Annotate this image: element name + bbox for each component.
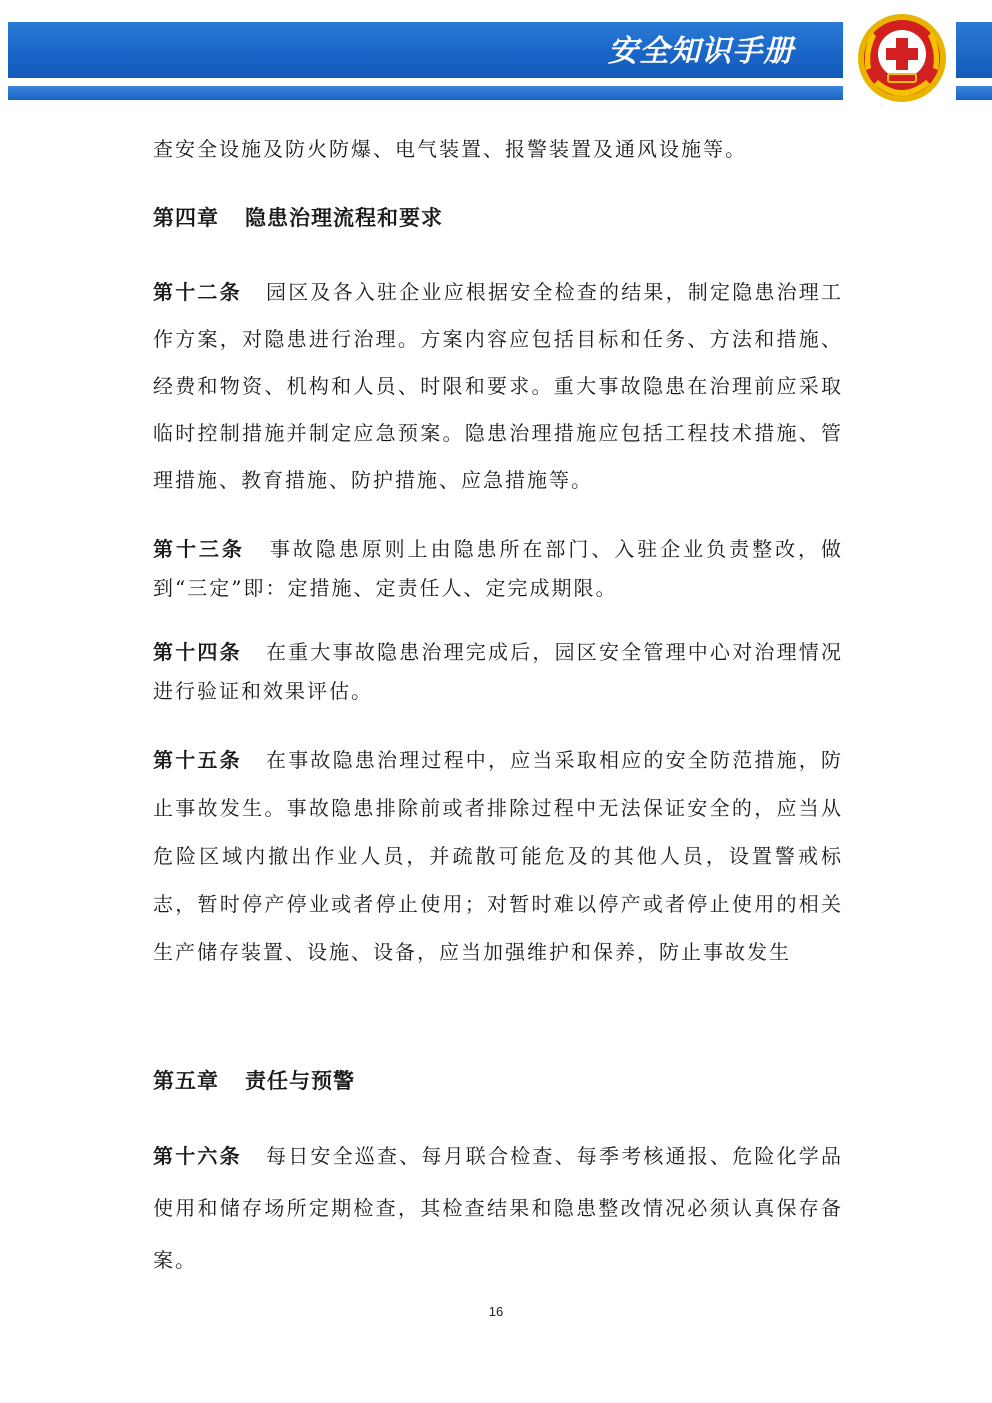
chapter-5-heading <box>153 1067 355 1095</box>
chapter-5-number: 第五章 <box>153 1068 219 1093</box>
article-15 <box>153 736 843 976</box>
article-13-text: 事故隐患原则上由隐患所在部门、入驻企业负责整改，做到“三定”即：定措施、定责任人、定完成期限。 <box>153 537 844 600</box>
article-15-label: 第十五条 <box>153 748 242 772</box>
article-12 <box>153 269 843 504</box>
chapter-5-title: 责任与预警 <box>245 1068 355 1093</box>
article-13 <box>153 530 843 608</box>
article-13-label: 第十三条 <box>153 537 245 561</box>
article-15-text: 在事故隐患治理过程中，应当采取相应的安全防范措施，防止事故发生。事故隐患排除前或者排除过程中无法保证安全的，应当从危险区域内撤出作业人员，并疏散可能危及的其他人员，设置警戒标志，暂时停产停业或者停止使用；对暂时难以停产或者停止使用的相关生产储存装置、设施、设备，应当加强维护和保养，防止事故发生 <box>153 748 844 964</box>
article-14 <box>153 633 843 711</box>
safety-cross-emblem-icon <box>854 10 950 106</box>
article-14-text: 在重大事故隐患治理完成后，园区安全管理中心对治理情况进行验证和效果评估。 <box>153 640 844 703</box>
article-16-label: 第十六条 <box>153 1144 242 1168</box>
chapter-4-heading <box>153 204 443 232</box>
article-12-text: 园区及各入驻企业应根据安全检查的结果，制定隐患治理工作方案，对隐患进行治理。方案内容应包括目标和任务、方法和措施、经费和物资、机构和人员、时限和要求。重大事故隐患在治理前应采取临时控制措施并制定应急预案。隐患治理措施应包括工程技术措施、管理措施、教育措施、防护措施、应急措施等。 <box>153 280 844 492</box>
chapter-4-title: 隐患治理流程和要求 <box>245 205 443 230</box>
article-14-label: 第十四条 <box>153 640 242 664</box>
article-16 <box>153 1130 843 1286</box>
article-16-text: 每日安全巡查、每月联合检查、每季考核通报、危险化学品使用和储存场所定期检查，其检查结果和隐患整改情况必须认真保存备案。 <box>153 1144 844 1272</box>
article-12-label: 第十二条 <box>153 280 242 304</box>
header-underline <box>8 86 843 100</box>
chapter-4-number: 第四章 <box>153 205 219 230</box>
header-title: 安全知识手册 <box>608 34 794 69</box>
header-underline-right <box>956 86 992 100</box>
continuation-text: 查安全设施及防火防爆、电气装置、报警装置及通风设施等。 <box>153 137 747 161</box>
page-number: 16 <box>488 1304 504 1319</box>
header-bar-right <box>956 22 992 78</box>
